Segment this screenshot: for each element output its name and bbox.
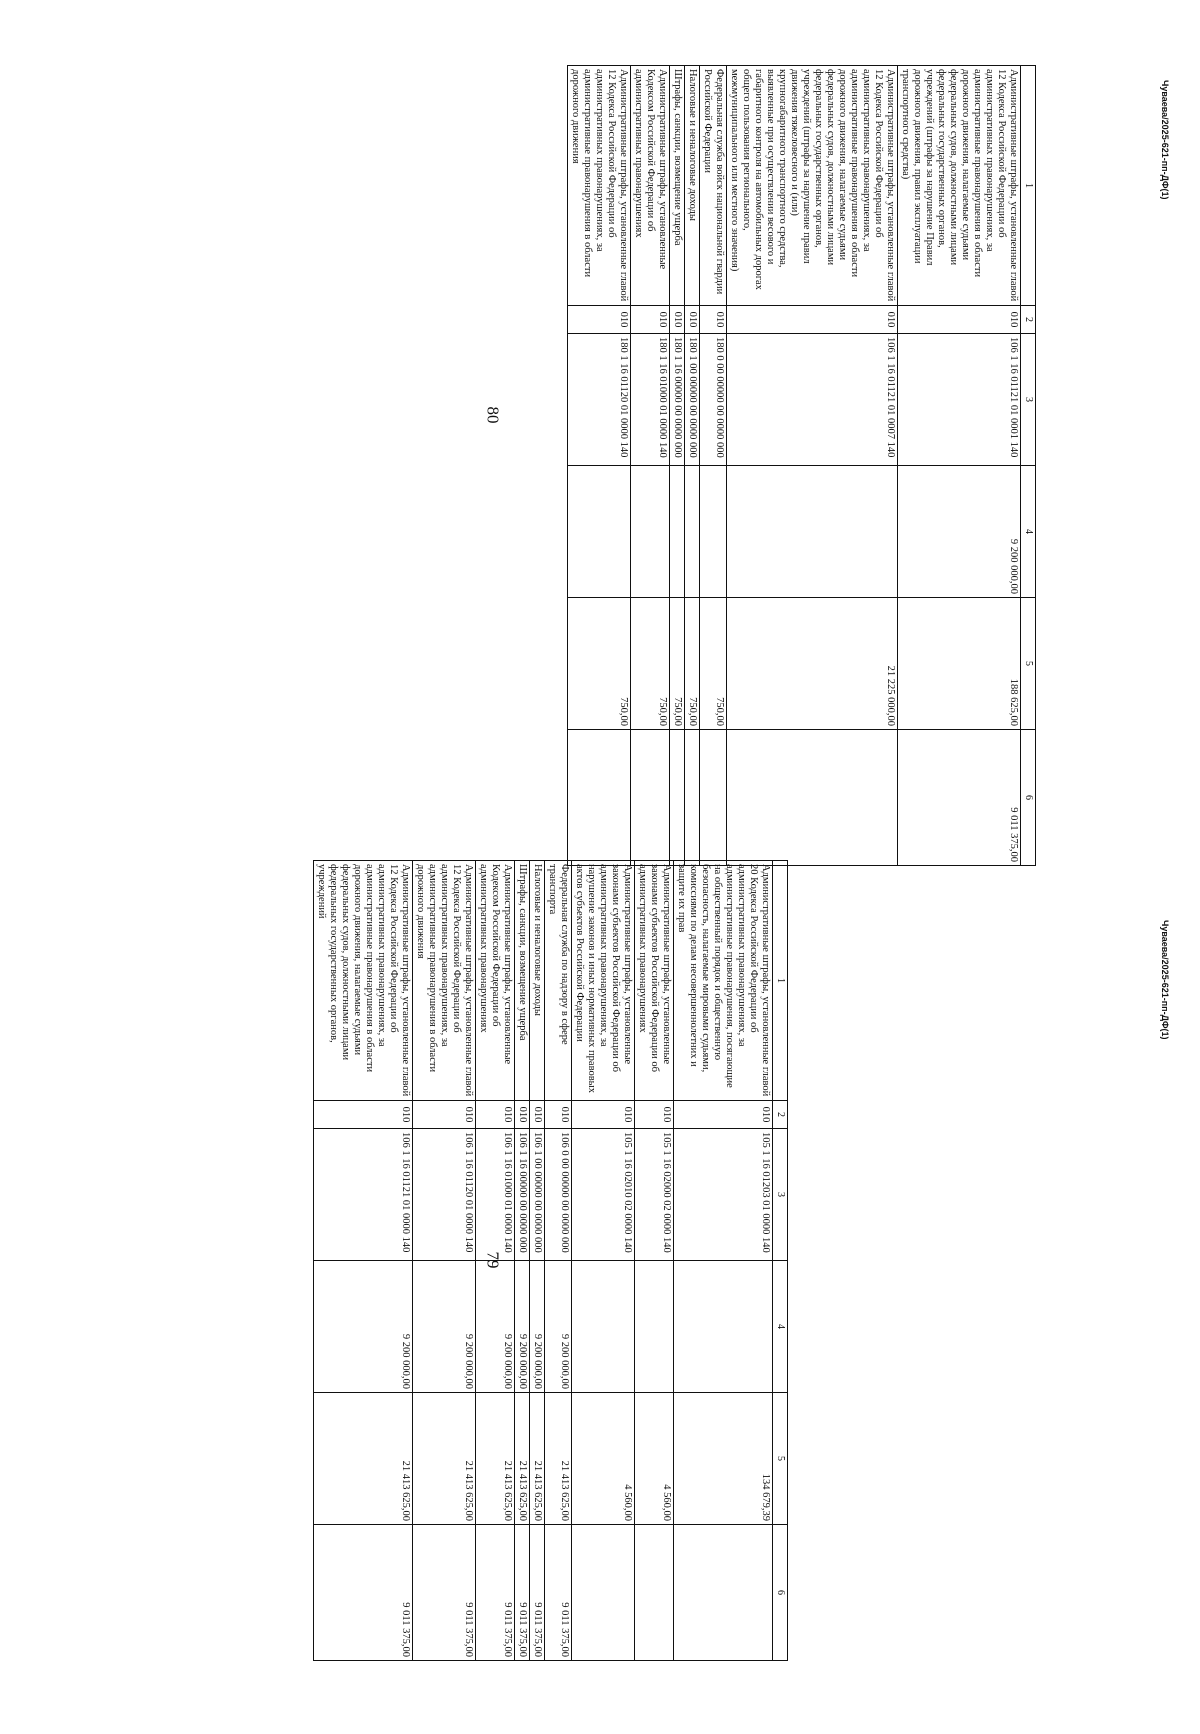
column-header: 1 — [773, 861, 788, 1101]
row-code: 010 — [685, 306, 700, 334]
row-name: Административные штрафы, установленные главой 12 Кодекса Российской Федерации об административных правонарушениях, за административные правонарушения в области дорожного движения — [413, 861, 476, 1101]
value-col-5: 21 413 625,00 — [515, 1393, 530, 1525]
row-name: Административные штрафы, установленные главой 12 Кодекса Российской Федерации об административных правонарушениях, за административные правонарушения в области дорожного движения — [568, 66, 631, 306]
header-row — [773, 861, 788, 1661]
column-header: 2 — [773, 1101, 788, 1129]
row-code: 010 — [572, 1101, 635, 1129]
value-col-4 — [700, 466, 727, 598]
value-col-4 — [727, 466, 898, 598]
budget-classification-code: 106 1 16 01121 01 0001 140 — [898, 334, 1021, 466]
value-col-5: 750,00 — [670, 598, 685, 730]
column-header: 5 — [1021, 598, 1036, 730]
budget-classification-code: 180 1 16 01120 01 0000 140 — [568, 334, 631, 466]
value-col-5: 21 413 625,00 — [413, 1393, 476, 1525]
value-col-5: 750,00 — [700, 598, 727, 730]
column-header: 6 — [1021, 730, 1036, 866]
column-header: 4 — [773, 1261, 788, 1393]
row-name: Федеральная служба по надзору в сфере транспорта — [545, 861, 572, 1101]
row-code: 010 — [898, 306, 1021, 334]
value-col-5: 4 560,00 — [572, 1393, 635, 1525]
column-header: 2 — [1021, 306, 1036, 334]
value-col-5: 750,00 — [631, 598, 670, 730]
value-col-6: 9 011 375,00 — [413, 1525, 476, 1661]
value-col-4: 9 200 000,00 — [545, 1261, 572, 1393]
row-name: Административные штрафы, установленные законами субъектов Российской Федерации об административных правонарушениях — [635, 861, 674, 1101]
value-col-4: 9 200 000,00 — [898, 466, 1021, 598]
table-row — [413, 861, 476, 1661]
page-number: 80 — [483, 406, 503, 424]
value-col-4 — [631, 466, 670, 598]
row-name: Штрафы, санкции, возмещение ущерба — [515, 861, 530, 1101]
table-row — [631, 66, 670, 866]
row-code: 010 — [700, 306, 727, 334]
row-code: 010 — [545, 1101, 572, 1129]
column-header: 5 — [773, 1393, 788, 1525]
value-col-4 — [568, 466, 631, 598]
value-col-5: 21 225 000,00 — [727, 598, 898, 730]
value-col-5: 750,00 — [568, 598, 631, 730]
table-row — [314, 861, 413, 1661]
budget-classification-code: 106 1 16 01121 01 0000 140 — [314, 1129, 413, 1261]
value-col-6: 9 011 375,00 — [545, 1525, 572, 1661]
value-col-6 — [674, 1525, 773, 1661]
value-col-5: 134 679,39 — [674, 1393, 773, 1525]
value-col-6 — [685, 730, 700, 866]
row-name: Административные штрафы, установленные Кодексом Российской Федерации об административных правонарушениях — [631, 66, 670, 306]
value-col-4 — [670, 466, 685, 598]
table-row — [727, 66, 898, 866]
column-header: 4 — [1021, 466, 1036, 598]
value-col-6 — [631, 730, 670, 866]
value-col-6: 9 011 375,00 — [515, 1525, 530, 1661]
row-name: Административные штрафы, установленные главой 12 Кодекса Российской Федерации об административных правонарушениях, за административные правонарушения в области дорожного движения, налагаемые судьями федеральных судов, должностными лицами федеральных государственных органов, учреждений — [314, 861, 413, 1101]
budget-classification-code: 106 1 16 01120 01 0000 140 — [413, 1129, 476, 1261]
value-col-4: 9 200 000,00 — [476, 1261, 515, 1393]
value-col-6: 9 011 375,00 — [530, 1525, 545, 1661]
table-row — [476, 861, 515, 1661]
row-name: Административные штрафы, установленные главой 12 Кодекса Российской Федерации об административных правонарушениях, за административные правонарушения в области дорожного движения, налагаемые судьями федеральных судов, должностными лицами федеральных государственных органов, учреждений (штрафы за нарушение Правил дорожного движения, правил эксплуатации транспортного средства) — [898, 66, 1021, 306]
value-col-5: 21 413 625,00 — [530, 1393, 545, 1525]
table-row — [572, 861, 635, 1661]
value-col-5: 4 560,00 — [635, 1393, 674, 1525]
budget-classification-code: 106 1 16 00000 00 0000 000 — [515, 1129, 530, 1261]
document-stamp: Чуваева/2025-621-пп-ДФ(1) — [1160, 80, 1170, 200]
budget-classification-code: 106 1 16 01000 01 0000 140 — [476, 1129, 515, 1261]
row-name: Административные штрафы, установленные главой 12 Кодекса Российской Федерации об административных правонарушениях, за административные правонарушения в области дорожного движения, налагаемые судьями федеральных судов, должностными лицами федеральных государственных органов, учреждений (штрафы за нарушение правил движения тяжеловесного и (или) крупногабаритного транспортного средства, выявленные при осуществлении весового и габаритного контроля на автомобильных дорогах общего пользования регионального, межмуниципального или местного значения) — [727, 66, 898, 306]
row-code: 010 — [727, 306, 898, 334]
value-col-5: 21 413 625,00 — [314, 1393, 413, 1525]
value-col-4: 9 200 000,00 — [530, 1261, 545, 1393]
table-row — [898, 66, 1021, 866]
value-col-4 — [685, 466, 700, 598]
value-col-6 — [700, 730, 727, 866]
row-code: 010 — [674, 1101, 773, 1129]
column-header: 6 — [773, 1525, 788, 1661]
value-col-6 — [568, 730, 631, 866]
table-row — [568, 66, 631, 866]
row-code: 010 — [635, 1101, 674, 1129]
value-col-6: 9 011 375,00 — [476, 1525, 515, 1661]
row-code: 010 — [530, 1101, 545, 1129]
table-row — [530, 861, 545, 1661]
row-code: 010 — [476, 1101, 515, 1129]
row-code: 010 — [670, 306, 685, 334]
budget-classification-code: 105 1 16 01203 01 0000 140 — [674, 1129, 773, 1261]
table-row — [670, 66, 685, 866]
value-col-5: 188 625,00 — [898, 598, 1021, 730]
value-col-4: 9 200 000,00 — [413, 1261, 476, 1393]
value-col-4 — [572, 1261, 635, 1393]
table-row — [635, 861, 674, 1661]
value-col-6: 9 011 375,00 — [314, 1525, 413, 1661]
table-row — [515, 861, 530, 1661]
document-stamp: Чуваева/2025-621-пп-ДФ(1) — [1160, 920, 1170, 1040]
budget-classification-code: 180 1 00 00000 00 0000 000 — [685, 334, 700, 466]
row-code: 010 — [568, 306, 631, 334]
column-header: 1 — [1021, 66, 1036, 306]
value-col-6 — [572, 1525, 635, 1661]
value-col-5: 21 413 625,00 — [476, 1393, 515, 1525]
column-header: 3 — [1021, 334, 1036, 466]
row-name: Административные штрафы, установленные главой 20 Кодекса Российской Федерации об административных правонарушениях, за административные правонарушения, посягающие на общественный порядок и общественную безопасность, налагаемые мировыми судьями, комиссиями по делам несовершеннолетних и защите их прав — [674, 861, 773, 1101]
budget-classification-code: 106 0 00 00000 00 0000 000 — [545, 1129, 572, 1261]
table-page-79 — [313, 860, 788, 1661]
row-name: Штрафы, санкции, возмещение ущерба — [670, 66, 685, 306]
budget-classification-code: 106 1 16 01121 01 0007 140 — [727, 334, 898, 466]
value-col-6 — [727, 730, 898, 866]
row-name: Административные штрафы, установленные законами субъектов Российской Федерации об административных правонарушениях, за нарушение законов и иных нормативных правовых актов субъектов Российской Федерации — [572, 861, 635, 1101]
budget-classification-code: 180 1 16 01000 01 0000 140 — [631, 334, 670, 466]
table-row — [685, 66, 700, 866]
column-header: 3 — [773, 1129, 788, 1261]
table-row — [545, 861, 572, 1661]
value-col-6 — [635, 1525, 674, 1661]
row-code: 010 — [314, 1101, 413, 1129]
revenue-table — [567, 65, 1036, 866]
budget-classification-code: 180 0 00 00000 00 0000 000 — [700, 334, 727, 466]
budget-classification-code: 180 1 16 00000 00 0000 000 — [670, 334, 685, 466]
row-code: 010 — [631, 306, 670, 334]
row-code: 010 — [515, 1101, 530, 1129]
revenue-table — [313, 860, 788, 1661]
row-code: 010 — [413, 1101, 476, 1129]
row-name: Налоговые и неналоговые доходы — [685, 66, 700, 306]
row-name: Административные штрафы, установленные Кодексом Российской Федерации об административных правонарушениях — [476, 861, 515, 1101]
value-col-4 — [674, 1261, 773, 1393]
page-number: 79 — [483, 1251, 503, 1269]
value-col-6: 9 011 375,00 — [898, 730, 1021, 866]
value-col-4: 9 200 000,00 — [314, 1261, 413, 1393]
budget-classification-code: 105 1 16 02000 02 0000 140 — [635, 1129, 674, 1261]
row-name: Налоговые и неналоговые доходы — [530, 861, 545, 1101]
budget-classification-code: 105 1 16 02010 02 0000 140 — [572, 1129, 635, 1261]
budget-classification-code: 106 1 00 00000 00 0000 000 — [530, 1129, 545, 1261]
header-row — [1021, 66, 1036, 866]
table-page-80 — [567, 65, 1036, 866]
table-row — [674, 861, 773, 1661]
row-name: Федеральная служба войск национальной гвардии Российской Федерации — [700, 66, 727, 306]
value-col-4 — [635, 1261, 674, 1393]
table-row — [700, 66, 727, 866]
value-col-4: 9 200 000,00 — [515, 1261, 530, 1393]
value-col-6 — [670, 730, 685, 866]
value-col-5: 21 413 625,00 — [545, 1393, 572, 1525]
value-col-5: 750,00 — [685, 598, 700, 730]
